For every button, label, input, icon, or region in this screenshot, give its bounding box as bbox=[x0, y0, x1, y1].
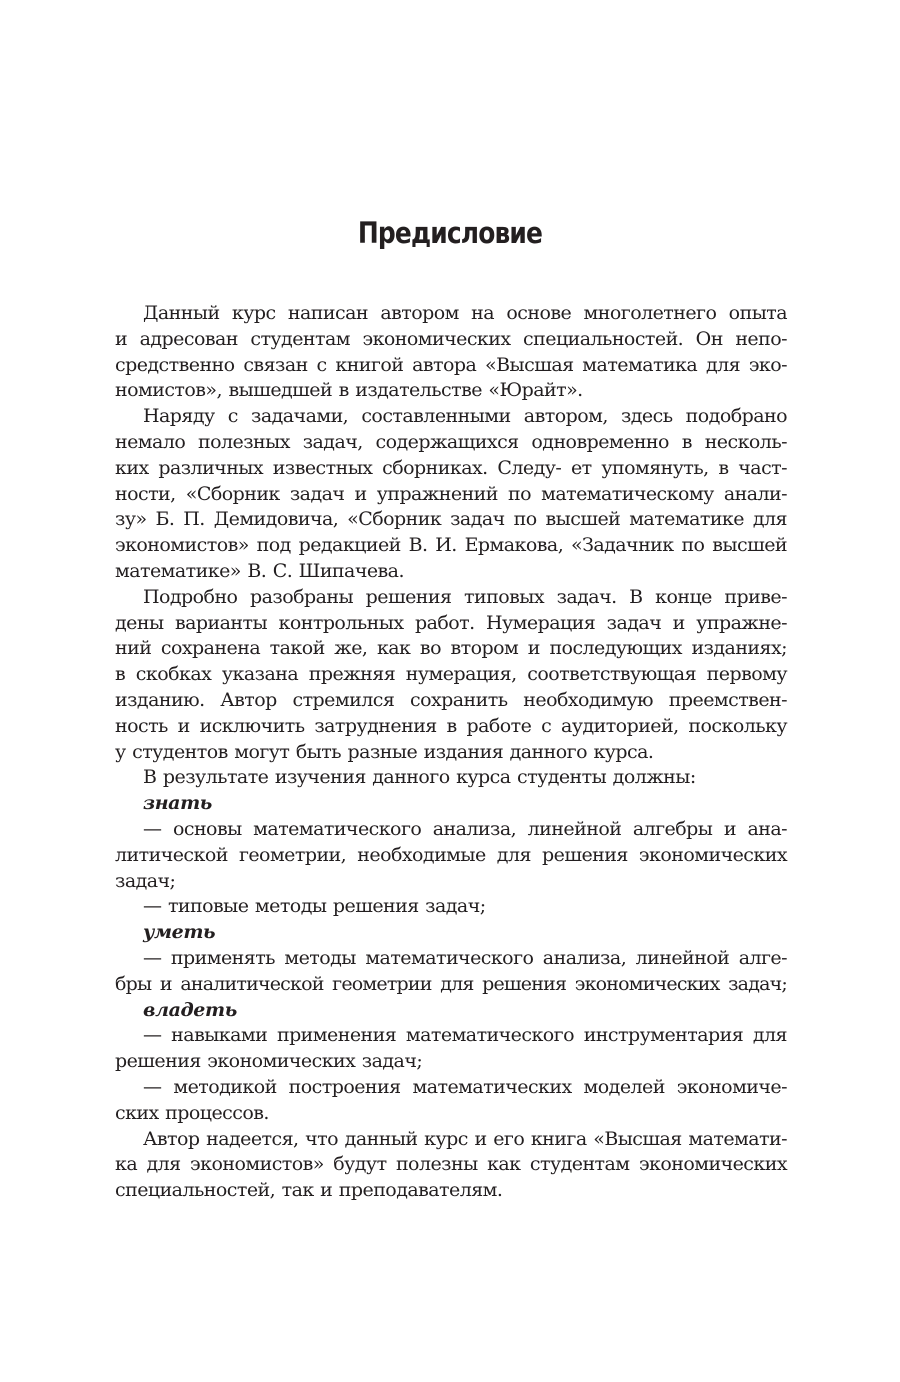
paragraph-line: ний сохранена такой же, как во втором и последующих изданиях; bbox=[115, 637, 787, 660]
requirement-keyword: знать bbox=[143, 792, 212, 815]
preface-body bbox=[115, 301, 787, 1204]
requirement-keyword: уметь bbox=[143, 921, 216, 944]
requirement-know bbox=[115, 791, 787, 920]
paragraph-line: номистов», вышедшей в издательстве «Юрайт». bbox=[115, 379, 583, 402]
list-item-line: литической геометрии, необходимые для решения экономических bbox=[115, 843, 787, 866]
paragraph-line: ность и исключить затруднения в работе с аудиторией, поскольку bbox=[115, 714, 787, 737]
paragraph-line: ности, «Сборник задач и упражнений по математическому анали- bbox=[115, 482, 787, 505]
paragraph-line: Наряду с задачами, составленными автором, здесь подобрано bbox=[143, 405, 787, 428]
paragraph-1 bbox=[115, 301, 787, 404]
list-item bbox=[115, 1023, 787, 1075]
list-item bbox=[115, 894, 787, 920]
list-item-line: — основы математического анализа, линейной алгебры и ана- bbox=[143, 817, 787, 840]
paragraph-line: экономистов» под редакцией В. И. Ермакова, «Задачник по высшей bbox=[115, 534, 787, 557]
list-item bbox=[115, 817, 787, 894]
list-item-line: задач; bbox=[115, 869, 176, 892]
list-item-line: — методикой построения математических моделей экономиче- bbox=[143, 1075, 787, 1098]
list-item-line: ских процессов. bbox=[115, 1101, 269, 1124]
paragraph-line: дены варианты контрольных работ. Нумерация задач и упражне- bbox=[115, 611, 787, 634]
paragraph-line: немало полезных задач, содержащихся одновременно в несколь- bbox=[115, 430, 787, 453]
paragraph-line: Подробно разобраны решения типовых задач. В конце приве- bbox=[143, 585, 787, 608]
paragraph-line: зу» Б. П. Демидовича, «Сборник задач по высшей математике для bbox=[115, 508, 787, 531]
paragraph-line: Автор надеется, что данный курс и его книга «Высшая математи- bbox=[143, 1127, 787, 1150]
closing-paragraph bbox=[115, 1127, 787, 1204]
paragraph-line: ких различных известных сборниках. Следу- ет упомянуть, в част- bbox=[115, 456, 787, 479]
paragraph-line: средственно связан с книгой автора «Высшая математика для эко- bbox=[115, 353, 787, 376]
list-item-line: — типовые методы решения задач; bbox=[143, 895, 486, 918]
list-item bbox=[115, 1075, 787, 1127]
paragraph-3 bbox=[115, 585, 787, 766]
list-item-line: — навыками применения математического инструментария для bbox=[143, 1024, 787, 1047]
paragraph-line: Данный курс написан автором на основе многолетнего опыта bbox=[143, 302, 787, 324]
paragraph-line: математике» В. С. Шипачева. bbox=[115, 559, 404, 582]
paragraph-line: изданию. Автор стремился сохранить необходимую преемствен- bbox=[115, 688, 787, 711]
paragraph-4 bbox=[115, 765, 787, 791]
paragraph-line: В результате изучения данного курса студенты должны: bbox=[143, 766, 696, 789]
paragraph-line: у студентов могут быть разные издания данного курса. bbox=[115, 740, 654, 763]
paragraph-line: в скобках указана прежняя нумерация, соответствующая первому bbox=[115, 663, 787, 686]
requirement-keyword: владеть bbox=[143, 998, 237, 1021]
list-item-line: решения экономических задач; bbox=[115, 1050, 423, 1073]
paragraph-2 bbox=[115, 404, 787, 585]
requirement-can bbox=[115, 920, 787, 997]
paragraph-line: ка для экономистов» будут полезны как студентам экономических bbox=[115, 1153, 787, 1176]
page-title: Предисловие bbox=[357, 216, 543, 250]
requirement-master bbox=[115, 998, 787, 1127]
list-item-line: бры и аналитической геометрии для решения экономических задач; bbox=[115, 972, 787, 995]
list-item-line: — применять методы математического анализа, линейной алге- bbox=[143, 946, 787, 969]
paragraph-line: специальностей, так и преподавателям. bbox=[115, 1179, 503, 1202]
paragraph-line: и адресован студентам экономических специальностей. Он непо- bbox=[115, 327, 787, 350]
list-item bbox=[115, 946, 787, 998]
